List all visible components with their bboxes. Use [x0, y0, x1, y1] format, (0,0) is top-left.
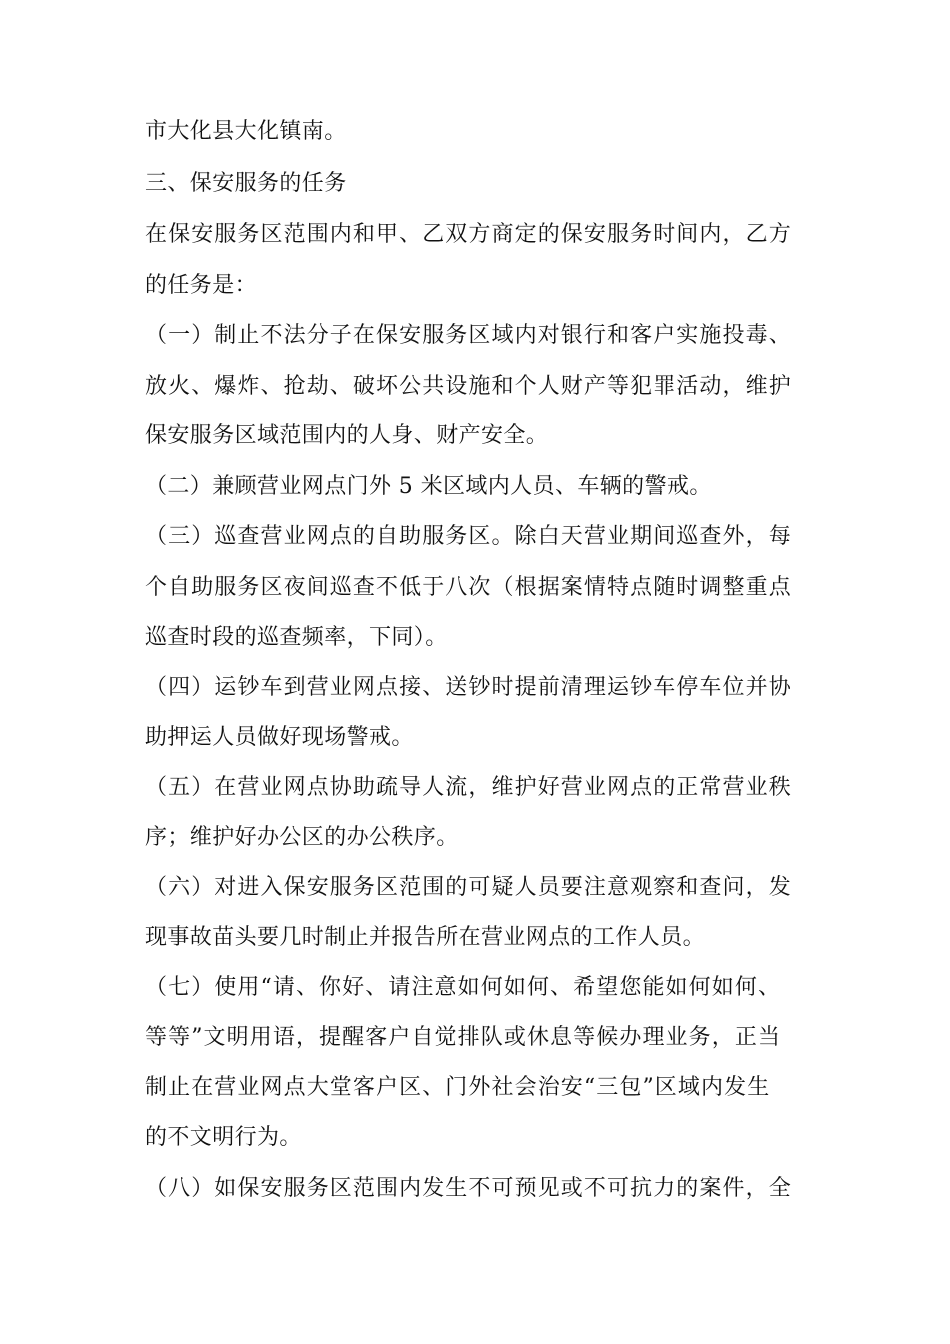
- text-line: （二）兼顾营业网点门外 5 米区域内人员、车辆的警戒。: [145, 474, 712, 499]
- text-line: 巡查时段的巡查频率，下同）。: [145, 625, 448, 650]
- text-line: 放火、爆炸、抢劫、破坏公共设施和个人财产等犯罪活动，维护: [145, 374, 792, 399]
- text-line: （七）使用“请、你好、请注意如何如何、希望您能如何如何、: [145, 975, 782, 1000]
- text-line: 现事故苗头要几时制止并报告所在营业网点的工作人员。: [145, 925, 706, 950]
- section-heading: 三、保安服务的任务: [145, 171, 347, 196]
- text-line: 保安服务区域范围内的人身、财产安全。: [145, 423, 549, 448]
- text-line: 市大化县大化镇南。: [145, 119, 347, 144]
- text-line: （四）运钞车到营业网点接、送钞时提前清理运钞车停车位并协: [145, 675, 792, 700]
- text-line: （六）对进入保安服务区范围的可疑人员要注意观察和查问，发: [145, 875, 792, 900]
- text-line: （五）在营业网点协助疏导人流，维护好营业网点的正常营业秩: [145, 775, 792, 800]
- text-line: 等等”文明用语，提醒客户自觉排队或休息等候办理业务，正当: [145, 1025, 782, 1050]
- text-line: 在保安服务区范围内和甲、乙双方商定的保安服务时间内，乙方: [145, 222, 792, 247]
- text-line: 制止在营业网点大堂客户区、门外社会治安“三包”区域内发生: [145, 1075, 771, 1100]
- text-line: 的任务是：: [145, 273, 258, 298]
- text-line: （三）巡查营业网点的自助服务区。除白天营业期间巡查外，每: [145, 524, 792, 549]
- text-line: 个自助服务区夜间巡查不低于八次（根据案情特点随时调整重点: [145, 575, 792, 600]
- text-line: （八）如保安服务区范围内发生不可预见或不可抗力的案件，全: [145, 1176, 792, 1201]
- text-line: （一）制止不法分子在保安服务区域内对银行和客户实施投毒、: [145, 323, 792, 348]
- text-line: 助押运人员做好现场警戒。: [145, 725, 414, 750]
- text-line: 的不文明行为。: [145, 1125, 302, 1150]
- text-line: 序；维护好办公区的办公秩序。: [145, 825, 459, 850]
